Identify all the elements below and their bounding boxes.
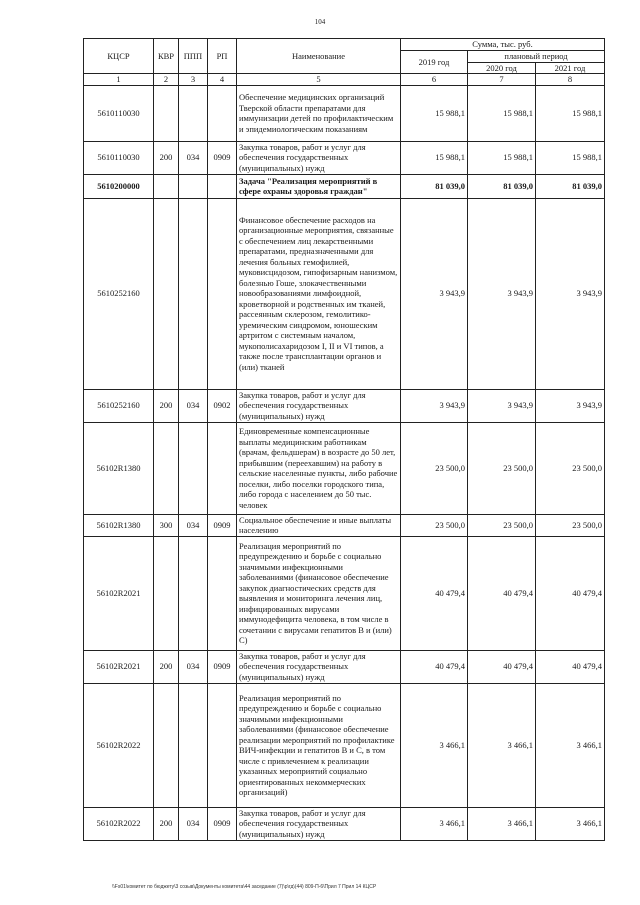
cell-kvr <box>154 85 179 141</box>
cell-name: Задача "Реализация мероприятий в сфере охраны здоровья граждан" <box>237 174 401 198</box>
table-row <box>84 141 605 174</box>
cell-2020: 3 943,9 <box>468 198 536 389</box>
cell-2021: 3 943,9 <box>536 198 605 389</box>
column-number: 8 <box>536 74 605 86</box>
page-number: 104 <box>314 18 326 26</box>
table-row <box>84 198 605 389</box>
cell-2020: 3 466,1 <box>468 683 536 807</box>
file-path-footer: \\Fs01\комитет по бюджету\3 созыв\Документы комитета\44 заседание (7)\р\гд\(44) 809-П-6\Прил 7 Прил 14 КЦСР <box>112 884 377 890</box>
header-year-2020: 2020 год <box>468 62 536 74</box>
cell-kvr <box>154 422 179 514</box>
cell-2021: 23 500,0 <box>536 422 605 514</box>
budget-table <box>83 38 605 841</box>
header-year-2019: 2019 год <box>401 51 468 74</box>
cell-rp: 0909 <box>208 514 237 536</box>
cell-2019: 40 479,4 <box>401 650 468 683</box>
cell-kvr: 200 <box>154 650 179 683</box>
cell-2020: 23 500,0 <box>468 514 536 536</box>
header-year-2021: 2021 год <box>536 62 605 74</box>
cell-2020: 40 479,4 <box>468 650 536 683</box>
column-number: 1 <box>84 74 154 86</box>
header-kcsr: КЦСР <box>84 39 154 74</box>
table-row <box>84 514 605 536</box>
header-kvr: КВР <box>154 39 179 74</box>
cell-2021: 3 466,1 <box>536 807 605 840</box>
cell-rp: 0902 <box>208 389 237 422</box>
cell-2021: 3 943,9 <box>536 389 605 422</box>
cell-2020: 15 988,1 <box>468 85 536 141</box>
cell-ppp <box>179 683 208 807</box>
table-row <box>84 422 605 514</box>
cell-2019: 15 988,1 <box>401 85 468 141</box>
cell-rp <box>208 198 237 389</box>
cell-2020: 3 943,9 <box>468 389 536 422</box>
header-sum: Сумма, тыс. руб. <box>401 39 605 51</box>
cell-ppp: 034 <box>179 807 208 840</box>
cell-2021: 15 988,1 <box>536 85 605 141</box>
cell-kcsr: 56102R2022 <box>84 807 154 840</box>
table-row <box>84 683 605 807</box>
cell-kcsr: 5610252160 <box>84 389 154 422</box>
header-rp: РП <box>208 39 237 74</box>
cell-name: Реализация мероприятий по предупреждению и борьбе с социально значимыми инфекционными заболеваниями (финансовое обеспечение реализации мероприятий по профилактике ВИЧ-инфекции и гепатитов В и С, в том числе с привлечением к реализации указанных мероприятий социально ориентированных некоммерческих организаций) <box>237 683 401 807</box>
cell-kcsr: 56102R2022 <box>84 683 154 807</box>
cell-kcsr: 5610252160 <box>84 198 154 389</box>
cell-rp: 0909 <box>208 807 237 840</box>
cell-name: Финансовое обеспечение расходов на организационные мероприятия, связанные с обеспечением лиц лекарственными препаратами, предназначенными для лечения больных гемофилией, муковисцидозом, гипофизарным нанизмом, болезнью Гоше, злокачественными новообразованиями лимфоидной, кроветворной и родственных им тканей, рассеянным склерозом, гемолитико-уремическим синдромом, юношеским артритом с системным началом, мукополисахаридозом I, II и VI типов, а также после трансплантации органов и (или) тканей <box>237 198 401 389</box>
cell-kcsr: 56102R2021 <box>84 536 154 650</box>
cell-kvr: 200 <box>154 389 179 422</box>
cell-name: Социальное обеспечение и иные выплаты населению <box>237 514 401 536</box>
table-row <box>84 807 605 840</box>
cell-kcsr: 5610110030 <box>84 85 154 141</box>
cell-2020: 3 466,1 <box>468 807 536 840</box>
cell-2019: 3 466,1 <box>401 683 468 807</box>
cell-rp <box>208 85 237 141</box>
cell-2021: 23 500,0 <box>536 514 605 536</box>
cell-ppp <box>179 198 208 389</box>
cell-kvr: 300 <box>154 514 179 536</box>
column-number-row <box>84 74 605 86</box>
column-number: 6 <box>401 74 468 86</box>
cell-name: Закупка товаров, работ и услуг для обеспечения государственных (муниципальных) нужд <box>237 807 401 840</box>
cell-kvr <box>154 683 179 807</box>
cell-2019: 23 500,0 <box>401 514 468 536</box>
cell-rp <box>208 536 237 650</box>
column-number: 3 <box>179 74 208 86</box>
cell-ppp <box>179 174 208 198</box>
cell-2019: 40 479,4 <box>401 536 468 650</box>
cell-name: Реализация мероприятий по предупреждению и борьбе с социально значимыми инфекционными заболеваниями (финансовое обеспечение закупок диагностических средств для выявления и мониторинга лечения лиц, инфицированных вирусами иммунодефицита человека, в том числе в сочетании с вирусами гепатитов В и (или) С) <box>237 536 401 650</box>
cell-name: Единовременные компенсационные выплаты медицинским работникам (врачам, фельдшерам) в возрасте до 50 лет, прибывшим (переехавшим) на работу в сельские населенные пункты, либо рабочие поселки, либо поселки городского типа, либо города с населением до 50 тыс. человек <box>237 422 401 514</box>
cell-rp: 0909 <box>208 650 237 683</box>
cell-2020: 15 988,1 <box>468 141 536 174</box>
cell-2019: 3 943,9 <box>401 198 468 389</box>
cell-name: Закупка товаров, работ и услуг для обеспечения государственных (муниципальных) нужд <box>237 389 401 422</box>
cell-rp <box>208 422 237 514</box>
cell-kvr <box>154 536 179 650</box>
table-row <box>84 174 605 198</box>
header-planned-period: плановый период <box>468 51 605 63</box>
table-row <box>84 389 605 422</box>
cell-ppp: 034 <box>179 389 208 422</box>
cell-name: Закупка товаров, работ и услуг для обеспечения государственных (муниципальных) нужд <box>237 650 401 683</box>
cell-2021: 81 039,0 <box>536 174 605 198</box>
cell-2020: 23 500,0 <box>468 422 536 514</box>
cell-2021: 40 479,4 <box>536 536 605 650</box>
table-row <box>84 85 605 141</box>
header-name: Наименование <box>237 39 401 74</box>
cell-2019: 23 500,0 <box>401 422 468 514</box>
cell-ppp <box>179 536 208 650</box>
cell-name: Обеспечение медицинских организаций Тверской области препаратами для иммунизации детей по профилактическим и эпидемиологическим показаниям <box>237 85 401 141</box>
cell-2021: 40 479,4 <box>536 650 605 683</box>
cell-rp <box>208 683 237 807</box>
column-number: 5 <box>237 74 401 86</box>
cell-2019: 3 943,9 <box>401 389 468 422</box>
cell-kcsr: 5610110030 <box>84 141 154 174</box>
cell-rp: 0909 <box>208 141 237 174</box>
cell-2019: 3 466,1 <box>401 807 468 840</box>
table-row <box>84 650 605 683</box>
column-number: 7 <box>468 74 536 86</box>
cell-kcsr: 5610200000 <box>84 174 154 198</box>
cell-2019: 81 039,0 <box>401 174 468 198</box>
header-ppp: ППП <box>179 39 208 74</box>
cell-kvr <box>154 198 179 389</box>
cell-name: Закупка товаров, работ и услуг для обеспечения государственных (муниципальных) нужд <box>237 141 401 174</box>
cell-kcsr: 56102R1380 <box>84 514 154 536</box>
cell-kvr <box>154 174 179 198</box>
cell-ppp <box>179 85 208 141</box>
cell-kcsr: 56102R1380 <box>84 422 154 514</box>
cell-2020: 40 479,4 <box>468 536 536 650</box>
cell-2019: 15 988,1 <box>401 141 468 174</box>
cell-kcsr: 56102R2021 <box>84 650 154 683</box>
cell-rp <box>208 174 237 198</box>
cell-ppp: 034 <box>179 650 208 683</box>
column-number: 2 <box>154 74 179 86</box>
table-row <box>84 536 605 650</box>
cell-2020: 81 039,0 <box>468 174 536 198</box>
cell-2021: 3 466,1 <box>536 683 605 807</box>
cell-kvr: 200 <box>154 807 179 840</box>
cell-2021: 15 988,1 <box>536 141 605 174</box>
cell-kvr: 200 <box>154 141 179 174</box>
cell-ppp <box>179 422 208 514</box>
cell-ppp: 034 <box>179 141 208 174</box>
column-number: 4 <box>208 74 237 86</box>
cell-ppp: 034 <box>179 514 208 536</box>
